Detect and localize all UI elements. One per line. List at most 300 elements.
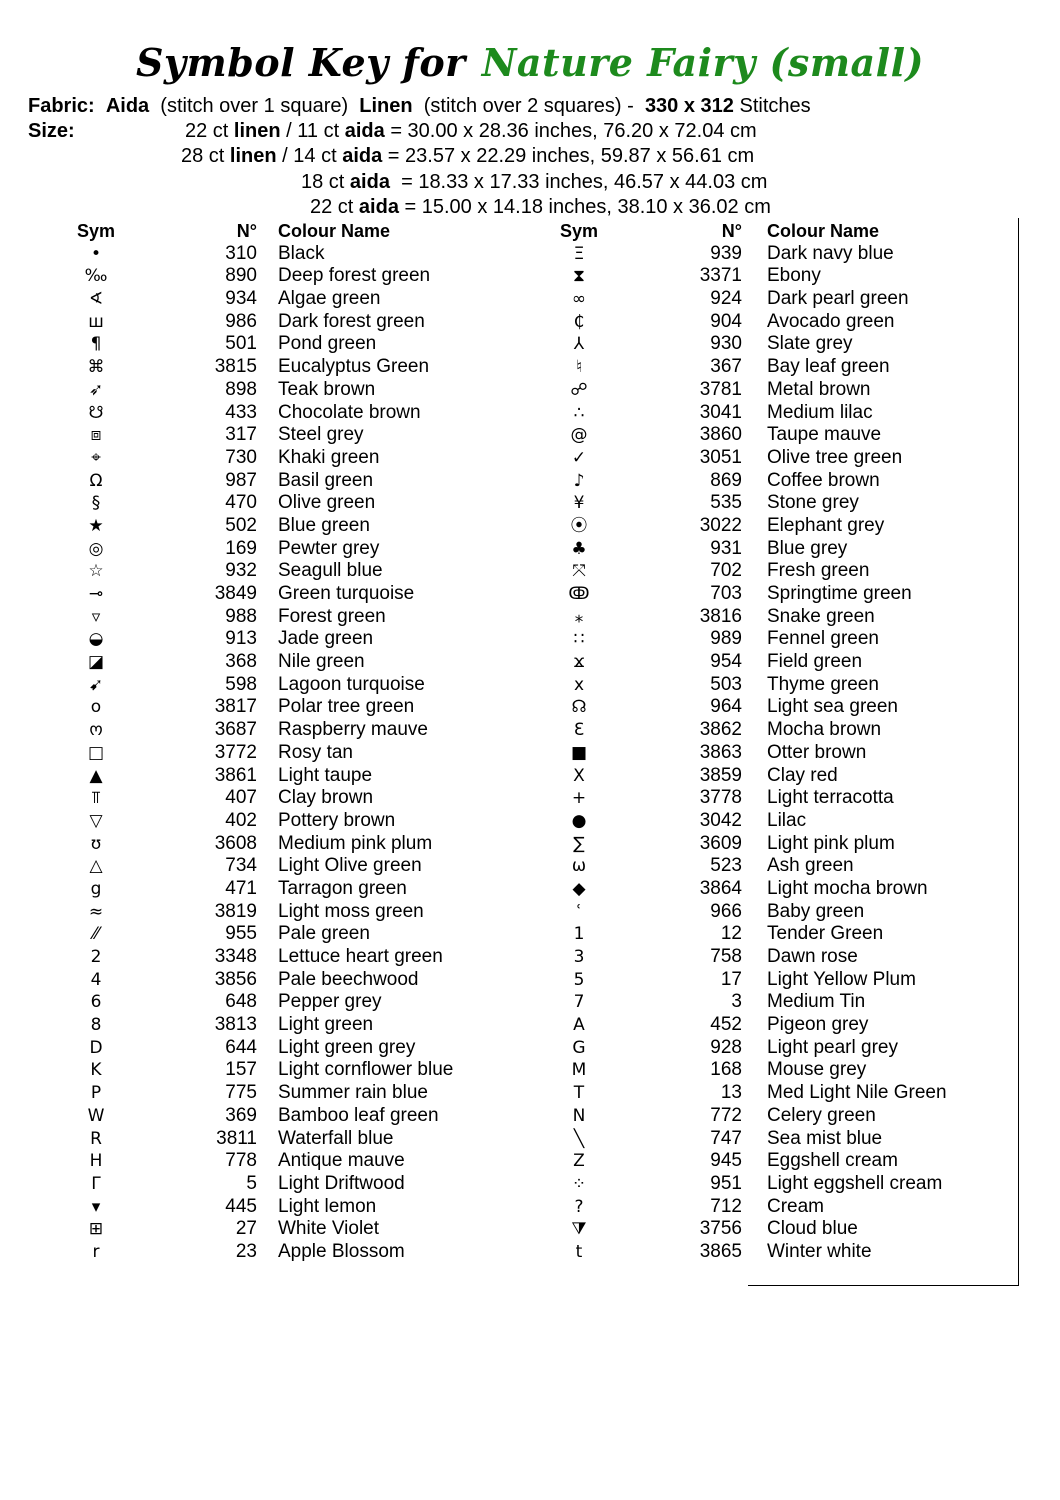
- number-cell: 964: [710, 696, 742, 718]
- colour-name-cell: Pale beechwood: [278, 968, 419, 990]
- number-cell: 3772: [214, 741, 257, 763]
- table-row: [0, 1218, 1060, 1241]
- symbol-cell: ◒: [88, 629, 104, 650]
- symbol-cell: 3: [573, 947, 585, 967]
- colour-name-cell: Light Olive green: [278, 855, 422, 877]
- number-cell: 758: [710, 946, 742, 967]
- table-row: [0, 765, 1060, 788]
- table-row: [0, 1014, 1060, 1037]
- table-row: [0, 991, 1060, 1014]
- symbol-cell: 1: [573, 924, 585, 945]
- number-cell: 27: [235, 1218, 257, 1240]
- number-cell: 712: [710, 1195, 742, 1217]
- symbol-cell: Ω: [89, 470, 103, 491]
- number-cell: 471: [225, 877, 257, 899]
- symbol-cell: ⌖: [91, 447, 101, 468]
- colour-name-cell: Algae green: [278, 288, 381, 310]
- number-cell: 13: [720, 1082, 742, 1104]
- symbol-cell: ₵: [573, 311, 585, 332]
- number-cell: 598: [225, 673, 257, 695]
- fabric-linen-note: (stitch over 2 squares) -: [423, 95, 634, 117]
- symbol-cell: 5: [573, 969, 585, 990]
- colour-name-cell: Light moss green: [278, 900, 424, 922]
- colour-name-cell: Mouse grey: [767, 1059, 867, 1081]
- colour-name-cell: Light taupe: [278, 764, 373, 786]
- table-row: [0, 606, 1060, 629]
- size-count: 22 ct: [185, 120, 229, 142]
- number-cell: 367: [710, 356, 742, 378]
- table-row: [0, 583, 1060, 606]
- symbol-cell: ⧈: [90, 425, 102, 446]
- fabric-label: Fabric:: [28, 95, 95, 117]
- number-cell: 3856: [214, 968, 257, 990]
- symbol-cell: ⤧: [572, 561, 586, 582]
- number-cell: 966: [710, 900, 742, 922]
- symbol-cell: §: [91, 493, 101, 514]
- symbol-cell: Z: [573, 1151, 585, 1172]
- size-line: [185, 119, 757, 143]
- symbol-cell: H: [89, 1151, 103, 1172]
- number-cell: 702: [710, 560, 742, 582]
- symbol-cell: 4: [90, 969, 102, 990]
- table-row: [0, 855, 1060, 878]
- size-line: [181, 144, 754, 168]
- colour-name-cell: Pewter grey: [278, 537, 380, 559]
- symbol-cell: 8: [90, 1015, 102, 1036]
- stitch-count-word: Stitches: [739, 95, 811, 117]
- number-cell: 3864: [699, 877, 742, 899]
- header-sym: Sym: [559, 221, 599, 241]
- number-cell: 945: [710, 1150, 742, 1172]
- number-cell: 954: [710, 651, 742, 673]
- symbol-cell: ≈: [88, 901, 104, 922]
- table-row: [0, 379, 1060, 402]
- colour-name-cell: Light green grey: [278, 1036, 416, 1058]
- table-row: [0, 492, 1060, 515]
- number-cell: 928: [710, 1036, 742, 1058]
- number-cell: 503: [710, 673, 742, 695]
- number-cell: 3860: [699, 424, 742, 446]
- symbol-cell: ♮: [575, 357, 583, 378]
- colour-name-cell: Metal brown: [767, 378, 871, 400]
- table-row: [0, 1241, 1060, 1264]
- symbol-cell: W: [87, 1105, 105, 1126]
- symbol-cell: ∴: [573, 402, 585, 423]
- number-cell: 452: [710, 1014, 742, 1036]
- symbol-cell: ☍: [570, 379, 588, 400]
- number-cell: 3348: [214, 946, 257, 967]
- colour-name-cell: Olive green: [278, 492, 376, 514]
- colour-name-cell: Black: [278, 242, 325, 264]
- symbol-cell: ш: [88, 311, 104, 332]
- symbol-cell: ¶: [90, 334, 102, 355]
- colour-name-cell: Light pearl grey: [767, 1036, 898, 1058]
- symbol-cell: 7: [573, 992, 585, 1013]
- symbol-cell: ¥: [573, 493, 585, 514]
- symbol-cell: ∞: [571, 289, 587, 310]
- table-row: [0, 969, 1060, 992]
- colour-name-cell: Light lemon: [278, 1195, 377, 1217]
- symbol-cell: ?: [574, 1196, 584, 1217]
- colour-name-cell: Rosy tan: [278, 741, 353, 763]
- number-cell: 445: [225, 1195, 257, 1217]
- colour-name-cell: Light pink plum: [767, 832, 895, 854]
- colour-name-cell: Light cornflower blue: [278, 1059, 454, 1081]
- number-cell: 3817: [214, 696, 257, 718]
- table-row: [0, 810, 1060, 833]
- symbol-cell: Ɛ: [573, 720, 585, 741]
- number-cell: 939: [710, 242, 742, 264]
- symbol-cell: ●: [571, 810, 587, 831]
- colour-name-cell: Dark pearl green: [767, 288, 909, 310]
- size-count: / 14 ct: [282, 145, 337, 167]
- number-cell: 775: [225, 1082, 257, 1104]
- number-cell: 3816: [699, 605, 742, 627]
- colour-name-cell: Lilac: [767, 809, 807, 831]
- number-cell: 924: [710, 288, 742, 310]
- table-row: [0, 1150, 1060, 1173]
- symbol-cell: •: [90, 243, 102, 264]
- number-cell: 3756: [699, 1218, 742, 1240]
- number-cell: 869: [710, 469, 742, 491]
- colour-name-cell: Fresh green: [767, 560, 870, 582]
- number-cell: 3862: [699, 719, 742, 741]
- symbol-cell: ◎: [88, 538, 104, 559]
- symbol-cell: T: [573, 1083, 585, 1104]
- number-cell: 501: [225, 333, 257, 355]
- number-cell: 3041: [699, 401, 742, 423]
- colour-name-cell: Waterfall blue: [278, 1127, 394, 1149]
- table-row: [0, 833, 1060, 856]
- table-border-bottom: [748, 1285, 1019, 1286]
- number-cell: 778: [225, 1150, 257, 1172]
- table-row: [0, 560, 1060, 583]
- table-row: [0, 923, 1060, 946]
- symbol-cell: ▲: [89, 765, 103, 786]
- number-cell: 402: [225, 809, 257, 831]
- colour-name-cell: Winter white: [767, 1240, 872, 1262]
- symbol-cell: A: [573, 1015, 585, 1036]
- colour-name-cell: Pigeon grey: [767, 1014, 869, 1036]
- colour-name-cell: Lagoon turquoise: [278, 673, 425, 695]
- colour-name-cell: Baby green: [767, 900, 865, 922]
- page-title: [0, 40, 1060, 85]
- table-row: [0, 424, 1060, 447]
- table-row: [0, 1059, 1060, 1082]
- number-cell: 23: [235, 1240, 257, 1262]
- colour-name-cell: Teak brown: [278, 378, 376, 400]
- symbol-cell: ⌘: [87, 357, 105, 378]
- symbol-cell: ■: [570, 742, 588, 763]
- number-cell: 317: [225, 424, 257, 446]
- size-dimensions: = 23.57 x 22.29 inches, 59.87 x 56.61 cm: [387, 145, 755, 167]
- colour-name-cell: White Violet: [278, 1218, 380, 1240]
- table-row: [0, 1196, 1060, 1219]
- symbol-cell: ♪: [573, 470, 585, 491]
- number-cell: 3819: [214, 900, 257, 922]
- symbol-cell: ∑: [573, 833, 585, 854]
- table-border-right: [1018, 218, 1019, 1286]
- symbol-cell: Ⅹ: [573, 765, 585, 786]
- number-cell: 470: [225, 492, 257, 514]
- number-cell: 734: [225, 855, 257, 877]
- colour-name-cell: Polar tree green: [278, 696, 415, 718]
- number-cell: 17: [720, 968, 742, 990]
- symbol-cell: ▾: [91, 1196, 101, 1217]
- table-row: [0, 901, 1060, 924]
- size-count: 22 ct: [310, 196, 354, 218]
- title-prefix: Symbol Key for: [135, 40, 466, 85]
- number-cell: 989: [710, 628, 742, 650]
- size-label: Size:: [28, 120, 75, 142]
- number-cell: 3781: [699, 378, 742, 400]
- size-count: 18 ct: [301, 171, 345, 193]
- colour-name-cell: Blue grey: [767, 537, 848, 559]
- colour-name-cell: Snake green: [767, 605, 875, 627]
- symbol-cell: ⊸: [88, 584, 104, 604]
- size-fabric: linen: [229, 145, 277, 167]
- number-cell: 502: [225, 514, 257, 536]
- symbol-cell: ∷: [573, 629, 585, 650]
- number-cell: 535: [710, 492, 742, 514]
- symbol-cell: Ξ: [573, 243, 585, 264]
- header-name: Colour Name: [767, 221, 880, 241]
- symbol-cell: ◪: [87, 652, 105, 673]
- size-dimensions: = 15.00 x 14.18 inches, 38.10 x 36.02 cm: [404, 196, 771, 218]
- size-dimensions: = 30.00 x 28.36 inches, 76.20 x 72.04 cm: [390, 120, 757, 142]
- colour-name-cell: Apple Blossom: [278, 1240, 405, 1262]
- symbol-cell: △: [89, 856, 103, 877]
- number-cell: 3: [731, 991, 742, 1013]
- number-cell: 747: [710, 1127, 742, 1149]
- table-row: [0, 243, 1060, 266]
- number-cell: 772: [710, 1104, 742, 1126]
- colour-name-cell: Bay leaf green: [767, 356, 890, 378]
- colour-name-cell: Avocado green: [767, 310, 895, 332]
- colour-name-cell: Pale green: [278, 923, 370, 945]
- number-cell: 3687: [214, 719, 257, 741]
- colour-name-cell: Pepper grey: [278, 991, 382, 1013]
- colour-name-cell: Blue green: [278, 514, 370, 536]
- colour-name-cell: Forest green: [278, 605, 386, 627]
- colour-name-cell: Light mocha brown: [767, 877, 928, 899]
- number-cell: 932: [225, 560, 257, 582]
- size-fabric: aida: [349, 171, 390, 193]
- colour-name-cell: Otter brown: [767, 741, 867, 763]
- symbol-cell: r: [92, 1241, 100, 1262]
- symbol-cell: ☊: [571, 697, 587, 718]
- number-cell: 931: [710, 537, 742, 559]
- symbol-cell: ⧗: [573, 266, 585, 287]
- symbol-cell: N: [572, 1105, 586, 1126]
- number-cell: 3863: [699, 741, 742, 763]
- table-row: [0, 1173, 1060, 1196]
- colour-name-cell: Raspberry mauve: [278, 719, 428, 741]
- symbol-cell: o: [90, 697, 102, 718]
- size-count: / 11 ct: [286, 120, 340, 142]
- header-sym: Sym: [76, 221, 116, 241]
- table-row: [0, 402, 1060, 425]
- symbol-cell: ⁎: [574, 606, 584, 627]
- colour-name-cell: Dawn rose: [767, 946, 858, 967]
- fabric-line: [28, 94, 811, 118]
- colour-name-cell: Thyme green: [767, 673, 879, 695]
- colour-name-cell: Stone grey: [767, 492, 859, 514]
- number-cell: 988: [225, 605, 257, 627]
- symbol-cell: ➶: [88, 379, 104, 400]
- symbol-cell: ▽: [89, 810, 103, 831]
- symbol-cell: P: [90, 1083, 102, 1104]
- colour-name-cell: Light Yellow Plum: [767, 968, 916, 990]
- colour-name-cell: Basil green: [278, 469, 374, 491]
- symbol-cell: D: [89, 1037, 103, 1058]
- colour-name-cell: Mocha brown: [767, 719, 882, 741]
- table-header: [0, 220, 1060, 243]
- size-fabric: aida: [344, 120, 385, 142]
- number-cell: 898: [225, 378, 257, 400]
- table-row: [0, 651, 1060, 674]
- colour-name-cell: Chocolate brown: [278, 401, 421, 423]
- table-row: [0, 1105, 1060, 1128]
- number-cell: 310: [225, 242, 257, 264]
- number-cell: 3861: [214, 764, 257, 786]
- colour-name-cell: Dark navy blue: [767, 242, 894, 264]
- table-row: [0, 628, 1060, 651]
- header-name: Colour Name: [278, 221, 391, 241]
- fabric-aida-note: (stitch over 1 square): [160, 95, 349, 117]
- table-row: [0, 538, 1060, 561]
- symbol-cell: ➹: [88, 674, 104, 695]
- table-row: [0, 333, 1060, 356]
- size-fabric: aida: [358, 196, 399, 218]
- table-row: [0, 696, 1060, 719]
- number-cell: 433: [225, 401, 257, 423]
- symbol-cell: 2: [90, 947, 102, 967]
- header-num: N°: [721, 221, 742, 241]
- number-cell: 3813: [214, 1014, 257, 1036]
- number-cell: 951: [710, 1172, 742, 1194]
- colour-name-cell: Dark forest green: [278, 310, 425, 332]
- colour-name-cell: Sea mist blue: [767, 1127, 883, 1149]
- number-cell: 955: [225, 923, 257, 945]
- number-cell: 3042: [699, 809, 742, 831]
- colour-name-cell: Light terracotta: [767, 787, 894, 809]
- design-name: Nature Fairy (small): [481, 40, 924, 85]
- colour-name-cell: Coffee brown: [767, 469, 880, 491]
- table-row: [0, 719, 1060, 742]
- number-cell: 3859: [699, 764, 742, 786]
- symbol-cell: ☋: [88, 402, 104, 423]
- symbol-cell: ♣: [571, 538, 587, 559]
- colour-name-cell: Medium Tin: [767, 991, 866, 1013]
- symbol-cell: ϫ: [573, 652, 585, 673]
- table-row: [0, 946, 1060, 969]
- table-row: [0, 356, 1060, 379]
- number-cell: 168: [710, 1059, 742, 1081]
- table-row: [0, 311, 1060, 334]
- colour-name-cell: Pottery brown: [278, 809, 396, 831]
- table-row: [0, 515, 1060, 538]
- symbol-cell: ʿ: [576, 901, 582, 922]
- symbol-cell: ω: [571, 856, 587, 877]
- colour-name-cell: Clay brown: [278, 787, 374, 809]
- symbol-cell: ⅄: [573, 334, 585, 355]
- number-cell: 3371: [699, 265, 742, 287]
- colour-name-cell: Tarragon green: [278, 877, 407, 899]
- size-count: 28 ct: [181, 145, 225, 167]
- colour-name-cell: Taupe mauve: [767, 424, 882, 446]
- symbol-cell: +: [571, 788, 587, 809]
- table-row: [0, 1128, 1060, 1151]
- table-row: [0, 470, 1060, 493]
- colour-name-cell: Light sea green: [767, 696, 898, 718]
- number-cell: 523: [710, 855, 742, 877]
- colour-name-cell: Medium pink plum: [278, 832, 433, 854]
- table-row: [0, 1082, 1060, 1105]
- number-cell: 3849: [214, 583, 257, 604]
- header-num: N°: [236, 221, 257, 241]
- number-cell: 913: [225, 628, 257, 650]
- symbol-cell: ʊ: [90, 833, 102, 854]
- colour-name-cell: Khaki green: [278, 446, 380, 468]
- size-dimensions: = 18.33 x 17.33 inches, 46.57 x 44.03 cm: [401, 171, 768, 193]
- colour-name-cell: Clay red: [767, 764, 838, 786]
- table-row: [0, 674, 1060, 697]
- number-cell: 890: [225, 265, 257, 287]
- symbol-cell: ★: [88, 515, 104, 536]
- number-cell: 3865: [699, 1240, 742, 1262]
- size-line: [301, 170, 767, 194]
- symbol-cell: ◆: [572, 878, 586, 899]
- colour-name-cell: Medium lilac: [767, 401, 873, 423]
- symbol-cell: ✓: [571, 447, 587, 468]
- symbol-cell: ∢: [88, 289, 104, 310]
- number-cell: 157: [225, 1059, 257, 1081]
- number-cell: 5: [246, 1172, 257, 1194]
- number-cell: 369: [225, 1104, 257, 1126]
- symbol-cell: ⊞: [88, 1219, 104, 1240]
- number-cell: 986: [225, 310, 257, 332]
- number-cell: 12: [720, 923, 742, 945]
- colour-name-cell: Light green: [278, 1014, 374, 1036]
- symbol-cell: Γ: [91, 1173, 101, 1194]
- fabric-aida: Aida: [105, 95, 150, 117]
- colour-name-cell: Celery green: [767, 1104, 876, 1126]
- number-cell: 934: [225, 288, 257, 310]
- table-row: [0, 447, 1060, 470]
- colour-name-cell: Med Light Nile Green: [767, 1082, 947, 1104]
- symbol-cell: ⦿: [570, 515, 588, 536]
- symbol-cell: t: [575, 1241, 583, 1262]
- colour-name-cell: Steel grey: [278, 424, 364, 446]
- table-row: [0, 265, 1060, 288]
- number-cell: 3778: [699, 787, 742, 809]
- colour-name-cell: Jade green: [278, 628, 374, 650]
- colour-name-cell: Deep forest green: [278, 265, 431, 287]
- number-cell: 930: [710, 333, 742, 355]
- number-cell: 3608: [214, 832, 257, 854]
- colour-name-cell: Eggshell cream: [767, 1150, 898, 1172]
- number-cell: 3051: [699, 446, 742, 468]
- symbol-cell: K: [90, 1060, 102, 1081]
- symbol-cell: ╲: [573, 1128, 585, 1149]
- colour-name-cell: Olive tree green: [767, 446, 903, 468]
- number-cell: 3811: [216, 1127, 257, 1149]
- colour-name-cell: Springtime green: [767, 583, 912, 604]
- number-cell: 987: [225, 469, 257, 491]
- table-row: [0, 1037, 1060, 1060]
- colour-name-cell: Lettuce heart green: [278, 946, 443, 967]
